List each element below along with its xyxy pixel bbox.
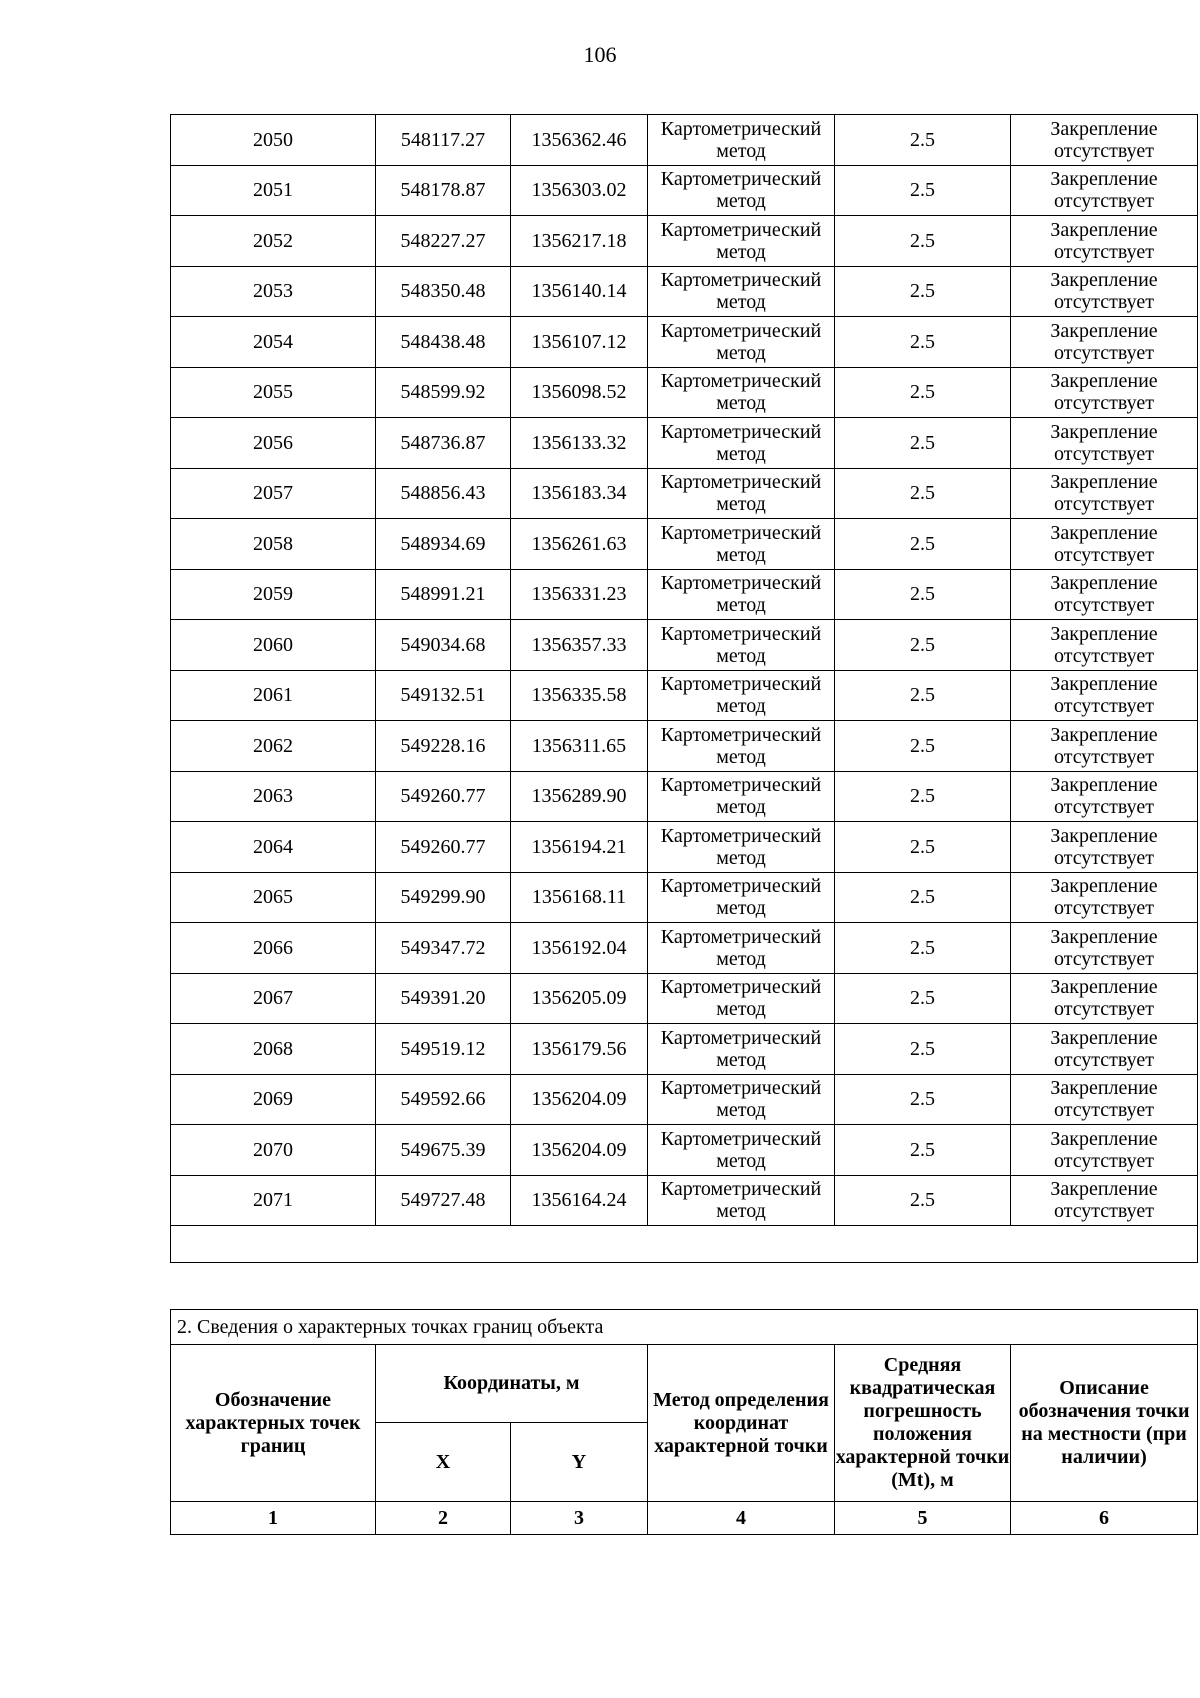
description-line-1: Закрепление: [1050, 673, 1158, 696]
method-line-1: Картометрический: [660, 824, 822, 847]
accuracy-cell: 2.5: [835, 721, 1011, 772]
method-cell: [648, 216, 835, 267]
empty-cell: [171, 1226, 1198, 1263]
description-line-1: Закрепление: [1050, 1178, 1158, 1201]
description-line-2: отсутствует: [1053, 594, 1155, 617]
description-cell: [1011, 1125, 1198, 1176]
description-cell: [1011, 418, 1198, 469]
description-line-2: отсутствует: [1053, 947, 1155, 970]
method-cell: [648, 721, 835, 772]
description-line-1: Закрепление: [1050, 774, 1158, 797]
table-row: [171, 923, 1198, 974]
method-cell: [648, 771, 835, 822]
method-line-1: Картометрический: [660, 1178, 822, 1201]
method-cell: [648, 923, 835, 974]
empty-row: [171, 1226, 1198, 1263]
method-cell: [648, 1125, 835, 1176]
table-row: [171, 317, 1198, 368]
y-coordinate-cell: 1356335.58: [511, 670, 648, 721]
description-cell: [1011, 670, 1198, 721]
method-cell: [648, 317, 835, 368]
y-coordinate-cell: 1356303.02: [511, 165, 648, 216]
method-line-2: метод: [716, 998, 766, 1021]
header-x: X: [376, 1423, 511, 1502]
description-line-2: отсутствует: [1053, 341, 1155, 364]
table-row: [171, 418, 1198, 469]
description-cell: [1011, 822, 1198, 873]
method-cell: [648, 822, 835, 873]
method-line-2: метод: [716, 240, 766, 263]
x-coordinate-cell: 548438.48: [376, 317, 511, 368]
description-line-2: отсутствует: [1053, 392, 1155, 415]
point-id-cell: 2057: [171, 468, 376, 519]
page-number: 106: [583, 42, 617, 67]
x-coordinate-cell: 548117.27: [376, 115, 511, 166]
method-line-2: метод: [716, 442, 766, 465]
accuracy-cell: 2.5: [835, 519, 1011, 570]
table-row: [171, 468, 1198, 519]
x-coordinate-cell: 549228.16: [376, 721, 511, 772]
table-row: [171, 115, 1198, 166]
method-line-2: метод: [716, 190, 766, 213]
method-cell: [648, 367, 835, 418]
description-line-2: отсутствует: [1053, 543, 1155, 566]
description-cell: [1011, 1024, 1198, 1075]
description-line-2: отсутствует: [1053, 1200, 1155, 1223]
description-line-1: Закрепление: [1050, 168, 1158, 191]
description-line-1: Закрепление: [1050, 824, 1158, 847]
description-line-2: отсутствует: [1053, 695, 1155, 718]
x-coordinate-cell: 548599.92: [376, 367, 511, 418]
method-line-2: метод: [716, 341, 766, 364]
description-line-1: Закрепление: [1050, 1127, 1158, 1150]
method-line-1: Картометрический: [660, 723, 822, 746]
column-number-6: 6: [1011, 1502, 1198, 1535]
method-line-1: Картометрический: [660, 774, 822, 797]
description-line-2: отсутствует: [1053, 998, 1155, 1021]
y-coordinate-cell: 1356217.18: [511, 216, 648, 267]
column-number-4: 4: [648, 1502, 835, 1535]
accuracy-cell: 2.5: [835, 468, 1011, 519]
y-coordinate-cell: 1356098.52: [511, 367, 648, 418]
y-coordinate-cell: 1356133.32: [511, 418, 648, 469]
table-row: [171, 872, 1198, 923]
method-line-1: Картометрический: [660, 1026, 822, 1049]
point-id-cell: 2051: [171, 165, 376, 216]
description-cell: [1011, 367, 1198, 418]
x-coordinate-cell: 548991.21: [376, 569, 511, 620]
description-cell: [1011, 1074, 1198, 1125]
section2-title: 2. Сведения о характерных точках границ объекта: [171, 1310, 1198, 1345]
x-coordinate-cell: 549034.68: [376, 620, 511, 671]
point-id-cell: 2058: [171, 519, 376, 570]
table-row: [171, 367, 1198, 418]
points-table: [170, 114, 1198, 1263]
method-line-1: Картометрический: [660, 622, 822, 645]
description-line-2: отсутствует: [1053, 796, 1155, 819]
method-line-2: метод: [716, 493, 766, 516]
accuracy-cell: 2.5: [835, 115, 1011, 166]
table-row: [171, 620, 1198, 671]
point-id-cell: 2067: [171, 973, 376, 1024]
description-line-2: отсутствует: [1053, 240, 1155, 263]
table-row: [171, 165, 1198, 216]
description-cell: [1011, 620, 1198, 671]
point-id-cell: 2054: [171, 317, 376, 368]
method-cell: [648, 1074, 835, 1125]
method-cell: [648, 165, 835, 216]
accuracy-cell: 2.5: [835, 872, 1011, 923]
description-cell: [1011, 923, 1198, 974]
description-line-1: Закрепление: [1050, 723, 1158, 746]
table-row: [171, 1074, 1198, 1125]
description-cell: [1011, 1175, 1198, 1226]
y-coordinate-cell: 1356179.56: [511, 1024, 648, 1075]
description-line-2: отсутствует: [1053, 745, 1155, 768]
x-coordinate-cell: 549347.72: [376, 923, 511, 974]
description-cell: [1011, 468, 1198, 519]
x-coordinate-cell: 548227.27: [376, 216, 511, 267]
method-cell: [648, 468, 835, 519]
description-line-1: Закрепление: [1050, 521, 1158, 544]
method-cell: [648, 266, 835, 317]
description-line-1: Закрепление: [1050, 471, 1158, 494]
description-line-1: Закрепление: [1050, 319, 1158, 342]
y-coordinate-cell: 1356331.23: [511, 569, 648, 620]
method-line-1: Картометрический: [660, 269, 822, 292]
table-row: [171, 569, 1198, 620]
table-row: [171, 721, 1198, 772]
accuracy-cell: 2.5: [835, 1074, 1011, 1125]
y-coordinate-cell: 1356192.04: [511, 923, 648, 974]
accuracy-cell: 2.5: [835, 973, 1011, 1024]
method-line-2: метод: [716, 1048, 766, 1071]
y-coordinate-cell: 1356289.90: [511, 771, 648, 822]
column-number-2: 2: [376, 1502, 511, 1535]
points-table-body: [171, 115, 1198, 1263]
method-line-2: метод: [716, 695, 766, 718]
y-coordinate-cell: 1356311.65: [511, 721, 648, 772]
x-coordinate-cell: 548350.48: [376, 266, 511, 317]
method-line-2: метод: [716, 745, 766, 768]
description-line-1: Закрепление: [1050, 370, 1158, 393]
table-row: [171, 1175, 1198, 1226]
header-description: Описание обозначения точки на местности (при наличии): [1011, 1345, 1198, 1502]
accuracy-cell: 2.5: [835, 165, 1011, 216]
description-line-1: Закрепление: [1050, 976, 1158, 999]
table-row: [171, 216, 1198, 267]
y-coordinate-cell: 1356261.63: [511, 519, 648, 570]
description-line-2: отсутствует: [1053, 846, 1155, 869]
x-coordinate-cell: 548934.69: [376, 519, 511, 570]
method-line-1: Картометрический: [660, 319, 822, 342]
description-line-1: Закрепление: [1050, 1026, 1158, 1049]
method-cell: [648, 620, 835, 671]
accuracy-cell: 2.5: [835, 216, 1011, 267]
section2-table: [170, 1309, 1198, 1535]
point-id-cell: 2071: [171, 1175, 376, 1226]
point-id-cell: 2050: [171, 115, 376, 166]
accuracy-cell: 2.5: [835, 266, 1011, 317]
description-cell: [1011, 165, 1198, 216]
description-line-1: Закрепление: [1050, 875, 1158, 898]
point-id-cell: 2055: [171, 367, 376, 418]
description-line-1: Закрепление: [1050, 269, 1158, 292]
y-coordinate-cell: 1356357.33: [511, 620, 648, 671]
table-row: [171, 822, 1198, 873]
method-line-2: метод: [716, 846, 766, 869]
x-coordinate-cell: 548736.87: [376, 418, 511, 469]
accuracy-cell: 2.5: [835, 620, 1011, 671]
table-row: [171, 973, 1198, 1024]
header-accuracy: Средняя квадратическая погрешность положения характерной точки (Mt), м: [835, 1345, 1011, 1502]
header-coordinates: Координаты, м: [376, 1345, 648, 1423]
method-line-2: метод: [716, 897, 766, 920]
method-line-2: метод: [716, 796, 766, 819]
method-line-2: метод: [716, 644, 766, 667]
description-line-2: отсутствует: [1053, 1099, 1155, 1122]
y-coordinate-cell: 1356107.12: [511, 317, 648, 368]
description-line-2: отсутствует: [1053, 139, 1155, 162]
point-id-cell: 2066: [171, 923, 376, 974]
column-number-3: 3: [511, 1502, 648, 1535]
method-cell: [648, 418, 835, 469]
point-id-cell: 2059: [171, 569, 376, 620]
method-line-2: метод: [716, 1149, 766, 1172]
description-line-2: отсутствует: [1053, 1149, 1155, 1172]
description-cell: [1011, 973, 1198, 1024]
description-line-2: отсутствует: [1053, 442, 1155, 465]
method-cell: [648, 872, 835, 923]
method-line-1: Картометрический: [660, 117, 822, 140]
method-line-2: метод: [716, 1200, 766, 1223]
column-number-1: 1: [171, 1502, 376, 1535]
method-line-1: Картометрический: [660, 976, 822, 999]
table-row: [171, 1024, 1198, 1075]
method-line-2: метод: [716, 947, 766, 970]
y-coordinate-cell: 1356194.21: [511, 822, 648, 873]
description-line-1: Закрепление: [1050, 925, 1158, 948]
x-coordinate-cell: 549727.48: [376, 1175, 511, 1226]
method-line-1: Картометрический: [660, 1127, 822, 1150]
x-coordinate-cell: 549260.77: [376, 822, 511, 873]
description-line-1: Закрепление: [1050, 420, 1158, 443]
description-line-1: Закрепление: [1050, 572, 1158, 595]
accuracy-cell: 2.5: [835, 822, 1011, 873]
y-coordinate-cell: 1356168.11: [511, 872, 648, 923]
point-id-cell: 2053: [171, 266, 376, 317]
table-row: [171, 670, 1198, 721]
point-id-cell: 2052: [171, 216, 376, 267]
method-cell: [648, 1175, 835, 1226]
method-cell: [648, 670, 835, 721]
point-id-cell: 2069: [171, 1074, 376, 1125]
point-id-cell: 2056: [171, 418, 376, 469]
description-cell: [1011, 216, 1198, 267]
x-coordinate-cell: 549675.39: [376, 1125, 511, 1176]
table-row: [171, 1125, 1198, 1176]
header-point-designation: Обозначение характерных точек границ: [171, 1345, 376, 1502]
method-cell: [648, 569, 835, 620]
method-line-2: метод: [716, 594, 766, 617]
description-cell: [1011, 317, 1198, 368]
point-id-cell: 2060: [171, 620, 376, 671]
accuracy-cell: 2.5: [835, 1125, 1011, 1176]
method-line-1: Картометрический: [660, 673, 822, 696]
method-line-1: Картометрический: [660, 1077, 822, 1100]
description-cell: [1011, 771, 1198, 822]
table-row: [171, 771, 1198, 822]
description-line-1: Закрепление: [1050, 1077, 1158, 1100]
method-line-1: Картометрический: [660, 218, 822, 241]
description-cell: [1011, 115, 1198, 166]
y-coordinate-cell: 1356205.09: [511, 973, 648, 1024]
method-line-1: Картометрический: [660, 875, 822, 898]
x-coordinate-cell: 548178.87: [376, 165, 511, 216]
description-cell: [1011, 721, 1198, 772]
accuracy-cell: 2.5: [835, 1024, 1011, 1075]
x-coordinate-cell: 549519.12: [376, 1024, 511, 1075]
point-id-cell: 2065: [171, 872, 376, 923]
description-cell: [1011, 519, 1198, 570]
method-cell: [648, 973, 835, 1024]
y-coordinate-cell: 1356140.14: [511, 266, 648, 317]
accuracy-cell: 2.5: [835, 367, 1011, 418]
method-cell: [648, 1024, 835, 1075]
method-line-1: Картометрический: [660, 572, 822, 595]
table-row: [171, 519, 1198, 570]
method-line-1: Картометрический: [660, 370, 822, 393]
x-coordinate-cell: 548856.43: [376, 468, 511, 519]
method-line-2: метод: [716, 1099, 766, 1122]
accuracy-cell: 2.5: [835, 418, 1011, 469]
point-id-cell: 2063: [171, 771, 376, 822]
y-coordinate-cell: 1356183.34: [511, 468, 648, 519]
method-line-1: Картометрический: [660, 925, 822, 948]
y-coordinate-cell: 1356204.09: [511, 1125, 648, 1176]
description-line-1: Закрепление: [1050, 622, 1158, 645]
description-line-2: отсутствует: [1053, 1048, 1155, 1071]
accuracy-cell: 2.5: [835, 1175, 1011, 1226]
method-cell: [648, 115, 835, 166]
point-id-cell: 2062: [171, 721, 376, 772]
description-cell: [1011, 266, 1198, 317]
point-id-cell: 2070: [171, 1125, 376, 1176]
y-coordinate-cell: 1356204.09: [511, 1074, 648, 1125]
method-line-1: Картометрический: [660, 521, 822, 544]
point-id-cell: 2061: [171, 670, 376, 721]
accuracy-cell: 2.5: [835, 923, 1011, 974]
method-line-2: метод: [716, 392, 766, 415]
x-coordinate-cell: 549391.20: [376, 973, 511, 1024]
x-coordinate-cell: 549592.66: [376, 1074, 511, 1125]
description-cell: [1011, 569, 1198, 620]
x-coordinate-cell: 549260.77: [376, 771, 511, 822]
description-line-1: Закрепление: [1050, 117, 1158, 140]
header-y: Y: [511, 1423, 648, 1502]
method-line-2: метод: [716, 291, 766, 314]
description-line-2: отсутствует: [1053, 493, 1155, 516]
method-line-1: Картометрический: [660, 420, 822, 443]
accuracy-cell: 2.5: [835, 771, 1011, 822]
accuracy-cell: 2.5: [835, 670, 1011, 721]
y-coordinate-cell: 1356362.46: [511, 115, 648, 166]
y-coordinate-cell: 1356164.24: [511, 1175, 648, 1226]
description-line-2: отсутствует: [1053, 644, 1155, 667]
table-row: [171, 266, 1198, 317]
method-line-2: метод: [716, 139, 766, 162]
header-method: Метод определения координат характерной точки: [648, 1345, 835, 1502]
description-line-2: отсутствует: [1053, 190, 1155, 213]
x-coordinate-cell: 549132.51: [376, 670, 511, 721]
method-line-1: Картометрический: [660, 168, 822, 191]
point-id-cell: 2068: [171, 1024, 376, 1075]
accuracy-cell: 2.5: [835, 317, 1011, 368]
description-line-2: отсутствует: [1053, 897, 1155, 920]
description-cell: [1011, 872, 1198, 923]
accuracy-cell: 2.5: [835, 569, 1011, 620]
point-id-cell: 2064: [171, 822, 376, 873]
description-line-1: Закрепление: [1050, 218, 1158, 241]
x-coordinate-cell: 549299.90: [376, 872, 511, 923]
method-cell: [648, 519, 835, 570]
column-number-5: 5: [835, 1502, 1011, 1535]
description-line-2: отсутствует: [1053, 291, 1155, 314]
method-line-2: метод: [716, 543, 766, 566]
method-line-1: Картометрический: [660, 471, 822, 494]
